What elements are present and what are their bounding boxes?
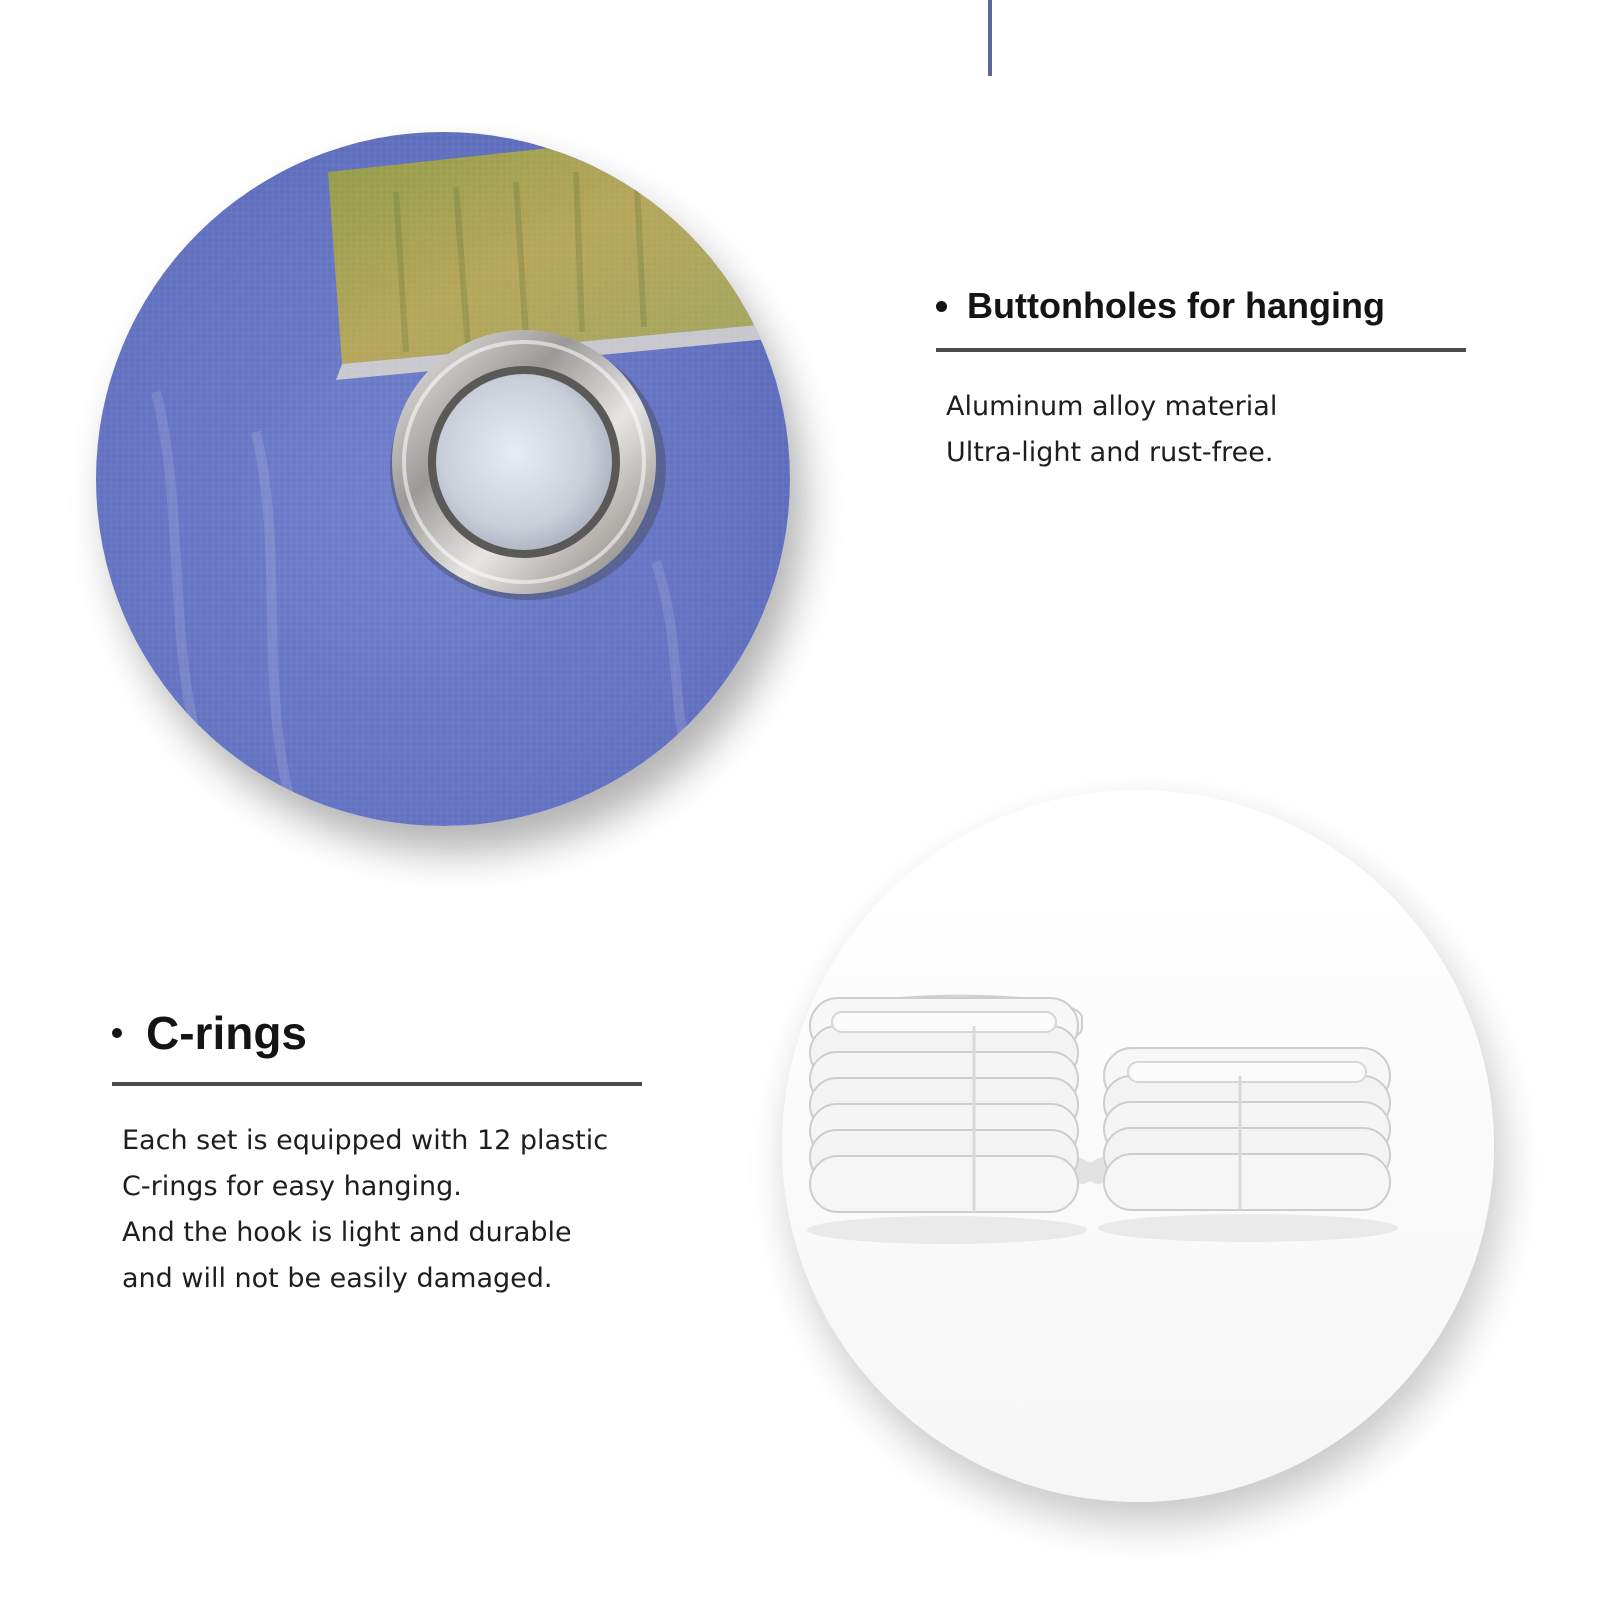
c-rings-heading xyxy=(112,1000,642,1066)
description-line: Aluminum alloy material xyxy=(946,391,1278,422)
c-rings-description xyxy=(112,1118,642,1302)
buttonholes-description xyxy=(936,384,1466,476)
buttonholes-underline xyxy=(936,348,1466,352)
bullet-icon xyxy=(112,1028,122,1038)
description-line: and will not be easily damaged. xyxy=(122,1263,553,1294)
top-divider-line xyxy=(988,0,992,76)
c-rings-section xyxy=(112,1000,642,1302)
description-line: C-rings for easy hanging. xyxy=(122,1171,462,1202)
c-rings-heading-text: C-rings xyxy=(146,1007,307,1059)
description-line: And the hook is light and durable xyxy=(122,1217,572,1248)
description-line: Each set is equipped with 12 plastic xyxy=(122,1125,609,1156)
description-line: Ultra-light and rust-free. xyxy=(946,437,1274,468)
bullet-icon xyxy=(936,301,947,312)
buttonholes-heading-text: Buttonholes for hanging xyxy=(967,285,1385,326)
c-rings-photo xyxy=(782,790,1494,1502)
c-rings-underline xyxy=(112,1082,642,1086)
grommet-closeup-photo xyxy=(96,132,790,826)
buttonholes-heading xyxy=(936,278,1466,334)
buttonholes-section xyxy=(936,278,1466,476)
